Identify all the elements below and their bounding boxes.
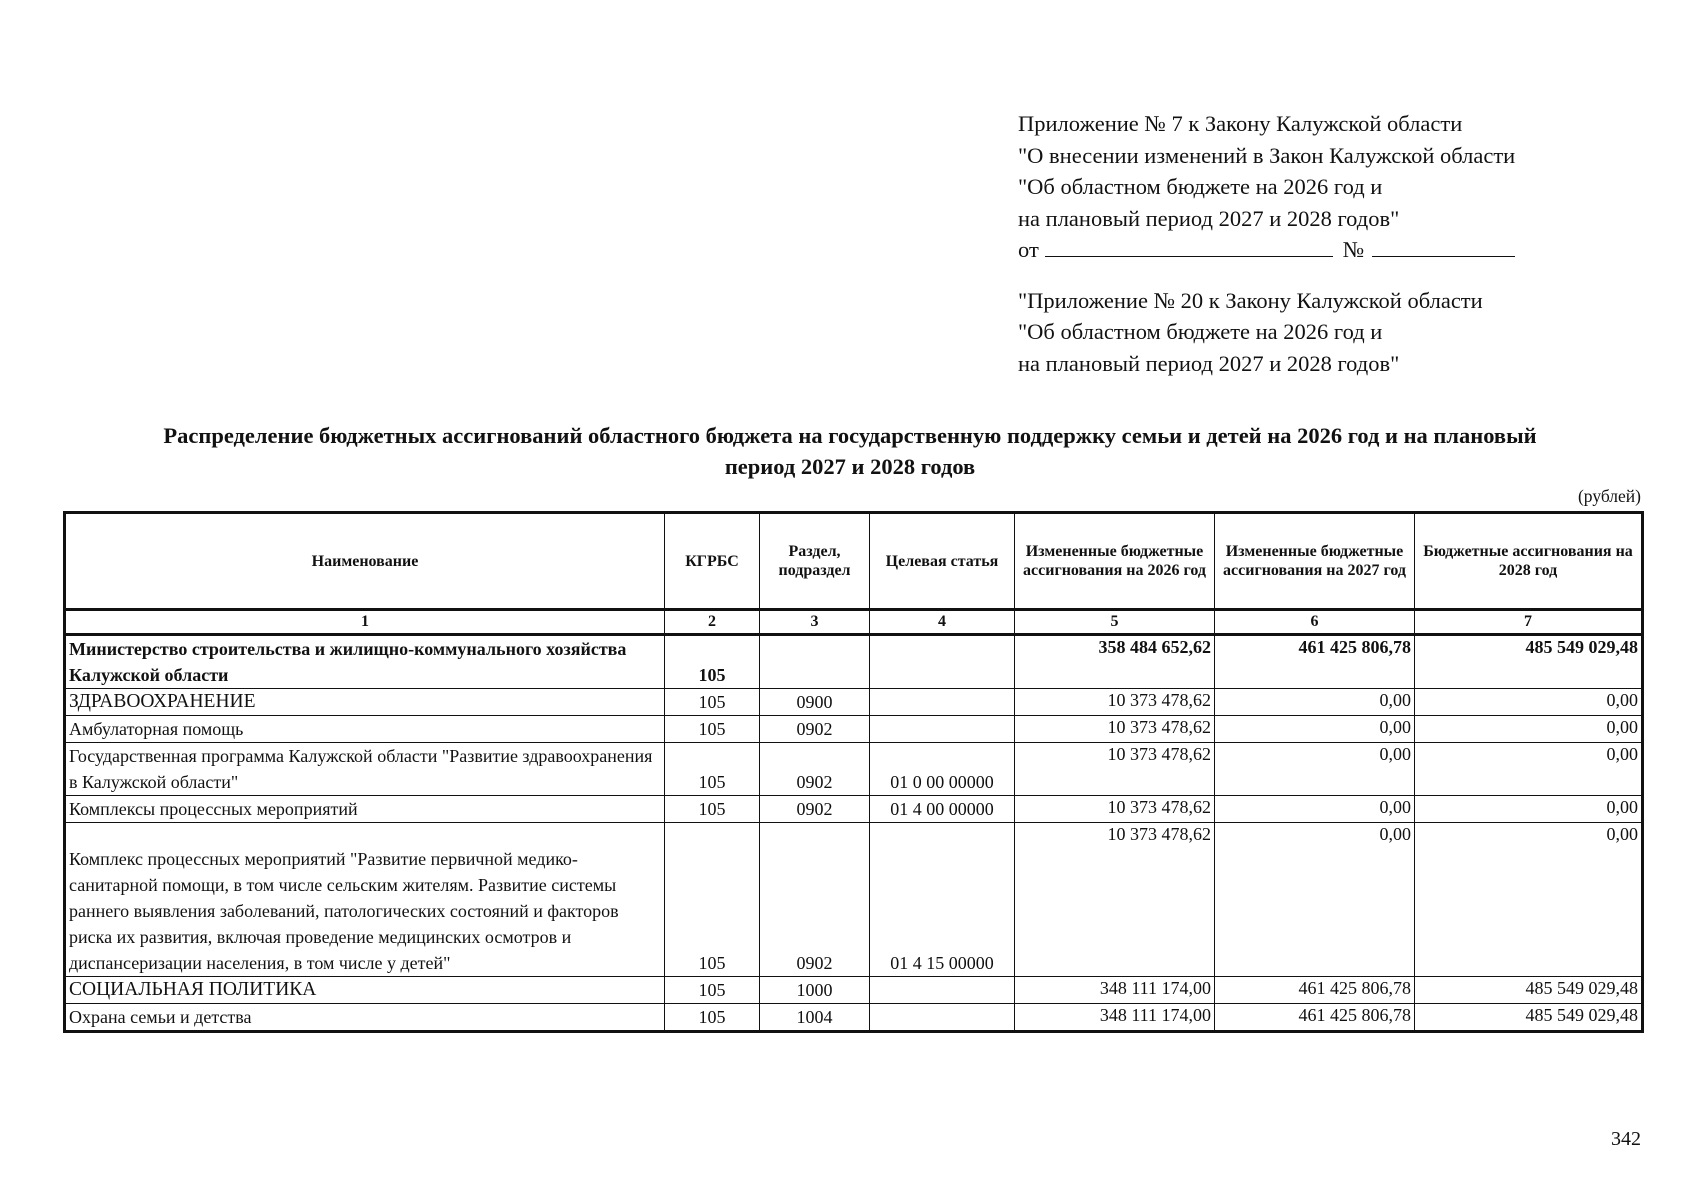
cell-section: 0902 [760, 716, 870, 743]
original-appendix-line: "Приложение № 20 к Закону Калужской области [1018, 287, 1483, 313]
from-label: от [1018, 237, 1039, 262]
cell-kgrbs: 105 [665, 977, 760, 1004]
column-number: 1 [65, 610, 665, 635]
cell-kgrbs: 105 [665, 823, 760, 977]
cell-amount-2028: 485 549 029,48 [1415, 977, 1643, 1004]
cell-amount-2027: 461 425 806,78 [1215, 1004, 1415, 1032]
cell-name: Охрана семьи и детства [65, 1004, 665, 1032]
document-title [60, 420, 1640, 482]
appendix-line: "Об областном бюджете на 2026 год и [1018, 174, 1383, 199]
table-row [65, 689, 1643, 716]
cell-amount-2026: 348 111 174,00 [1015, 1004, 1215, 1032]
cell-section: 0902 [760, 743, 870, 796]
column-number: 5 [1015, 610, 1215, 635]
cell-amount-2027: 0,00 [1215, 743, 1415, 796]
cell-target: 01 4 15 00000 [870, 823, 1015, 977]
header-name: Наименование [65, 513, 665, 610]
table-header-row [65, 513, 1643, 610]
column-number: 3 [760, 610, 870, 635]
date-blank [1045, 234, 1333, 257]
cell-name: ЗДРАВООХРАНЕНИЕ [65, 689, 665, 716]
cell-amount-2026: 10 373 478,62 [1015, 689, 1215, 716]
original-appendix-line: "Об областном бюджете на 2026 год и [1018, 319, 1383, 344]
cell-amount-2027: 461 425 806,78 [1215, 977, 1415, 1004]
cell-amount-2028: 485 549 029,48 [1415, 635, 1643, 689]
cell-amount-2028: 0,00 [1415, 796, 1643, 823]
table-row [65, 635, 1643, 689]
cell-name: СОЦИАЛЬНАЯ ПОЛИТИКА [65, 977, 665, 1004]
cell-amount-2026: 358 484 652,62 [1015, 635, 1215, 689]
units-label: (рублей) [1577, 486, 1641, 506]
cell-amount-2027: 0,00 [1215, 823, 1415, 977]
table-row [65, 1004, 1643, 1032]
cell-amount-2028: 0,00 [1415, 689, 1643, 716]
table-body [65, 635, 1643, 1032]
cell-section: 0902 [760, 796, 870, 823]
cell-kgrbs: 105 [665, 796, 760, 823]
cell-amount-2028: 0,00 [1415, 823, 1643, 977]
table-row [65, 796, 1643, 823]
number-label: № [1342, 237, 1365, 262]
appendix-line: "О внесении изменений в Закон Калужской области [1018, 142, 1516, 168]
cell-kgrbs: 105 [665, 689, 760, 716]
header-2027: Измененные бюджетные ассигнования на 2027 год [1215, 513, 1415, 610]
number-blank [1372, 234, 1515, 257]
cell-amount-2027: 0,00 [1215, 716, 1415, 743]
table-row [65, 977, 1643, 1004]
appendix-line: на плановый период 2027 и 2028 годов" [1018, 205, 1400, 231]
page-number: 342 [1611, 1128, 1641, 1150]
table-row [65, 823, 1643, 977]
column-number: 2 [665, 610, 760, 635]
original-appendix-line: на плановый период 2027 и 2028 годов" [1018, 350, 1400, 376]
column-number: 7 [1415, 610, 1643, 635]
header-section: Раздел, подраздел [760, 513, 870, 610]
cell-name: Государственная программа Калужской области "Развитие здравоохранения в Калужской области" [65, 743, 665, 796]
budget-table [63, 511, 1644, 1033]
cell-amount-2027: 0,00 [1215, 689, 1415, 716]
appendix-reference [1018, 108, 1638, 379]
cell-name: Министерство строительства и жилищно-коммунального хозяйства Калужской области [65, 635, 665, 689]
table-row [65, 743, 1643, 796]
header-2026: Измененные бюджетные ассигнования на 2026 год [1015, 513, 1215, 610]
cell-section: 0902 [760, 823, 870, 977]
column-number: 4 [870, 610, 1015, 635]
cell-amount-2026: 10 373 478,62 [1015, 743, 1215, 796]
cell-section: 0900 [760, 689, 870, 716]
cell-name: Комплексы процессных мероприятий [65, 796, 665, 823]
header-kgrbs: КГРБС [665, 513, 760, 610]
header-target: Целевая статья [870, 513, 1015, 610]
spacer [1018, 266, 1638, 285]
cell-target [870, 716, 1015, 743]
date-number-line [1018, 234, 1638, 266]
cell-target: 01 4 00 00000 [870, 796, 1015, 823]
cell-target [870, 635, 1015, 689]
title-line: период 2027 и 2028 годов [724, 454, 976, 479]
cell-amount-2028: 485 549 029,48 [1415, 1004, 1643, 1032]
cell-kgrbs: 105 [665, 716, 760, 743]
cell-amount-2026: 10 373 478,62 [1015, 796, 1215, 823]
cell-kgrbs: 105 [665, 635, 760, 689]
cell-section [760, 635, 870, 689]
cell-amount-2026: 10 373 478,62 [1015, 823, 1215, 977]
column-number: 6 [1215, 610, 1415, 635]
cell-amount-2028: 0,00 [1415, 716, 1643, 743]
cell-target [870, 689, 1015, 716]
header-2028: Бюджетные ассигнования на 2028 год [1415, 513, 1643, 610]
column-number-row [65, 610, 1643, 635]
cell-section: 1004 [760, 1004, 870, 1032]
cell-amount-2028: 0,00 [1415, 743, 1643, 796]
cell-target: 01 0 00 00000 [870, 743, 1015, 796]
cell-amount-2027: 461 425 806,78 [1215, 635, 1415, 689]
cell-name: Амбулаторная помощь [65, 716, 665, 743]
cell-target [870, 977, 1015, 1004]
cell-kgrbs: 105 [665, 1004, 760, 1032]
cell-amount-2026: 348 111 174,00 [1015, 977, 1215, 1004]
appendix-line: Приложение № 7 к Закону Калужской области [1018, 111, 1463, 136]
cell-amount-2026: 10 373 478,62 [1015, 716, 1215, 743]
cell-amount-2027: 0,00 [1215, 796, 1415, 823]
cell-kgrbs: 105 [665, 743, 760, 796]
cell-name: Комплекс процессных мероприятий "Развитие первичной медико-санитарной помощи, в том числе сельским жителям. Развитие системы раннего выявления заболеваний, патологических состояний и факторов риска их развития, включая проведение медицинских осмотров и диспансеризации населения, в том числе у детей" [65, 823, 665, 977]
cell-section: 1000 [760, 977, 870, 1004]
table-row [65, 716, 1643, 743]
cell-target [870, 1004, 1015, 1032]
title-line: Распределение бюджетных ассигнований областного бюджета на государственную поддержку семьи и детей на 2026 год и на плановый [163, 423, 1537, 448]
